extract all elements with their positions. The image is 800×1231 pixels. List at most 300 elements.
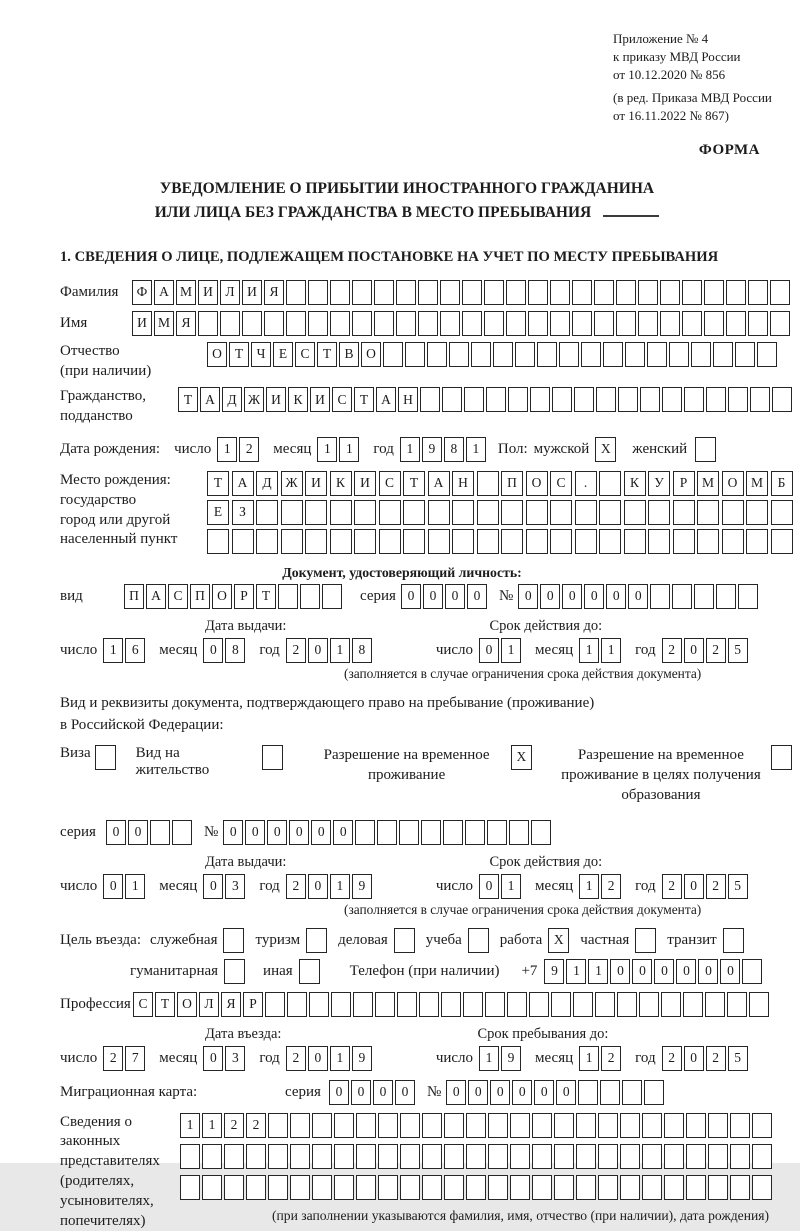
char-cell[interactable] — [530, 387, 550, 412]
char-cell[interactable]: 0 — [512, 1080, 532, 1105]
char-cell[interactable] — [727, 992, 747, 1017]
char-cell[interactable] — [554, 1175, 574, 1200]
char-cell[interactable] — [669, 342, 689, 367]
char-cell[interactable] — [488, 1144, 508, 1169]
char-cell[interactable] — [576, 1144, 596, 1169]
char-cell[interactable] — [716, 584, 736, 609]
char-cell[interactable] — [508, 387, 528, 412]
char-cell[interactable]: С — [550, 471, 572, 496]
char-cell[interactable] — [752, 1175, 772, 1200]
char-cell[interactable] — [706, 387, 726, 412]
char-cell[interactable]: Т — [403, 471, 425, 496]
char-cell[interactable]: 1 — [339, 437, 359, 462]
char-cell[interactable] — [752, 1113, 772, 1138]
char-cell[interactable] — [552, 387, 572, 412]
char-cell[interactable] — [550, 280, 570, 305]
char-cell[interactable] — [202, 1175, 222, 1200]
char-cell[interactable]: О — [177, 992, 197, 1017]
char-cell[interactable]: Я — [176, 311, 196, 336]
char-cell[interactable]: 0 — [445, 584, 465, 609]
char-cell[interactable] — [477, 529, 499, 554]
char-cell[interactable]: М — [697, 471, 719, 496]
char-cell[interactable] — [682, 311, 702, 336]
char-cell[interactable] — [515, 342, 535, 367]
char-cell[interactable] — [672, 584, 692, 609]
char-cell[interactable] — [440, 311, 460, 336]
char-cell[interactable] — [625, 342, 645, 367]
char-cell[interactable] — [510, 1144, 530, 1169]
char-cell[interactable]: 8 — [352, 638, 372, 663]
char-cell[interactable] — [352, 311, 372, 336]
char-cell[interactable] — [403, 500, 425, 525]
char-cell[interactable] — [286, 311, 306, 336]
char-cell[interactable] — [265, 992, 285, 1017]
char-cell[interactable]: 2 — [662, 638, 682, 663]
char-cell[interactable]: О — [207, 342, 227, 367]
char-cell[interactable]: 9 — [501, 1046, 521, 1071]
char-cell[interactable] — [356, 1144, 376, 1169]
char-cell[interactable]: З — [232, 500, 254, 525]
char-cell[interactable]: 0 — [676, 959, 696, 984]
char-cell[interactable]: Н — [398, 387, 418, 412]
char-cell[interactable] — [620, 1175, 640, 1200]
char-cell[interactable] — [673, 529, 695, 554]
char-cell[interactable]: 5 — [728, 638, 748, 663]
char-cell[interactable]: 0 — [610, 959, 630, 984]
char-cell[interactable]: 0 — [632, 959, 652, 984]
char-cell[interactable] — [708, 1175, 728, 1200]
char-cell[interactable]: Р — [243, 992, 263, 1017]
char-cell[interactable] — [334, 1175, 354, 1200]
char-cell[interactable] — [528, 311, 548, 336]
char-cell[interactable] — [660, 311, 680, 336]
char-cell[interactable] — [506, 311, 526, 336]
char-cell[interactable] — [757, 342, 777, 367]
char-cell[interactable] — [312, 1175, 332, 1200]
char-cell[interactable]: 0 — [698, 959, 718, 984]
char-cell[interactable] — [684, 387, 704, 412]
char-cell[interactable] — [644, 1080, 664, 1105]
char-cell[interactable]: И — [242, 280, 262, 305]
char-cell[interactable]: К — [330, 471, 352, 496]
char-cell[interactable] — [642, 1113, 662, 1138]
char-cell[interactable]: 0 — [333, 820, 353, 845]
char-cell[interactable]: 0 — [106, 820, 126, 845]
char-cell[interactable] — [599, 500, 621, 525]
char-cell[interactable] — [400, 1113, 420, 1138]
char-cell[interactable] — [308, 280, 328, 305]
char-cell[interactable] — [748, 280, 768, 305]
char-cell[interactable] — [471, 342, 491, 367]
char-cell[interactable]: Б — [771, 471, 793, 496]
char-cell[interactable]: 0 — [267, 820, 287, 845]
char-cell[interactable]: А — [200, 387, 220, 412]
char-cell[interactable]: Р — [673, 471, 695, 496]
char-cell[interactable]: 0 — [684, 874, 704, 899]
char-cell[interactable] — [752, 1144, 772, 1169]
char-cell[interactable]: 9 — [544, 959, 564, 984]
char-cell[interactable] — [578, 1080, 598, 1105]
char-cell[interactable] — [300, 584, 320, 609]
char-cell[interactable]: О — [361, 342, 381, 367]
char-cell[interactable]: У — [648, 471, 670, 496]
char-cell[interactable]: 2 — [224, 1113, 244, 1138]
char-cell[interactable]: 0 — [401, 584, 421, 609]
char-cell[interactable] — [750, 387, 770, 412]
char-cell[interactable] — [309, 992, 329, 1017]
char-cell[interactable] — [532, 1113, 552, 1138]
char-cell[interactable] — [477, 471, 499, 496]
char-cell[interactable] — [551, 992, 571, 1017]
char-cell[interactable] — [728, 387, 748, 412]
char-cell[interactable]: 1 — [466, 437, 486, 462]
char-cell[interactable]: С — [295, 342, 315, 367]
char-cell[interactable] — [484, 280, 504, 305]
purpose-official-checkbox[interactable] — [223, 928, 244, 953]
char-cell[interactable] — [648, 500, 670, 525]
char-cell[interactable] — [638, 280, 658, 305]
char-cell[interactable] — [172, 820, 192, 845]
char-cell[interactable]: 0 — [684, 1046, 704, 1071]
char-cell[interactable] — [330, 280, 350, 305]
char-cell[interactable] — [682, 280, 702, 305]
char-cell[interactable] — [312, 1113, 332, 1138]
temp-residence-edu-checkbox[interactable] — [771, 745, 792, 770]
char-cell[interactable]: 0 — [684, 638, 704, 663]
char-cell[interactable] — [746, 500, 768, 525]
char-cell[interactable]: 0 — [654, 959, 674, 984]
char-cell[interactable] — [462, 280, 482, 305]
char-cell[interactable]: Ч — [251, 342, 271, 367]
char-cell[interactable]: 1 — [579, 874, 599, 899]
char-cell[interactable] — [572, 280, 592, 305]
char-cell[interactable] — [510, 1113, 530, 1138]
char-cell[interactable] — [647, 342, 667, 367]
char-cell[interactable] — [617, 992, 637, 1017]
char-cell[interactable] — [749, 992, 769, 1017]
char-cell[interactable]: 2 — [662, 1046, 682, 1071]
char-cell[interactable] — [418, 311, 438, 336]
char-cell[interactable] — [463, 992, 483, 1017]
char-cell[interactable]: Е — [273, 342, 293, 367]
char-cell[interactable] — [441, 992, 461, 1017]
char-cell[interactable] — [286, 280, 306, 305]
char-cell[interactable]: Л — [220, 280, 240, 305]
char-cell[interactable] — [537, 342, 557, 367]
char-cell[interactable]: К — [624, 471, 646, 496]
char-cell[interactable] — [378, 1175, 398, 1200]
char-cell[interactable] — [466, 1175, 486, 1200]
char-cell[interactable]: Т — [256, 584, 276, 609]
char-cell[interactable] — [465, 820, 485, 845]
char-cell[interactable] — [501, 529, 523, 554]
char-cell[interactable] — [440, 280, 460, 305]
char-cell[interactable]: 0 — [584, 584, 604, 609]
purpose-private-checkbox[interactable] — [635, 928, 656, 953]
char-cell[interactable] — [444, 1144, 464, 1169]
char-cell[interactable] — [422, 1113, 442, 1138]
char-cell[interactable] — [198, 311, 218, 336]
char-cell[interactable] — [331, 992, 351, 1017]
char-cell[interactable]: А — [376, 387, 396, 412]
char-cell[interactable]: 0 — [308, 874, 328, 899]
char-cell[interactable]: Д — [222, 387, 242, 412]
char-cell[interactable]: 2 — [286, 638, 306, 663]
char-cell[interactable]: Е — [207, 500, 229, 525]
char-cell[interactable] — [573, 992, 593, 1017]
char-cell[interactable] — [594, 311, 614, 336]
char-cell[interactable]: А — [146, 584, 166, 609]
char-cell[interactable] — [704, 280, 724, 305]
char-cell[interactable] — [726, 311, 746, 336]
char-cell[interactable]: 5 — [728, 1046, 748, 1071]
char-cell[interactable] — [452, 529, 474, 554]
char-cell[interactable] — [281, 500, 303, 525]
char-cell[interactable] — [531, 820, 551, 845]
char-cell[interactable]: 0 — [223, 820, 243, 845]
char-cell[interactable]: С — [332, 387, 352, 412]
char-cell[interactable] — [708, 1113, 728, 1138]
char-cell[interactable] — [396, 311, 416, 336]
char-cell[interactable] — [622, 1080, 642, 1105]
char-cell[interactable] — [730, 1175, 750, 1200]
char-cell[interactable] — [510, 1175, 530, 1200]
char-cell[interactable] — [660, 280, 680, 305]
char-cell[interactable] — [603, 342, 623, 367]
char-cell[interactable] — [462, 311, 482, 336]
char-cell[interactable]: 1 — [330, 638, 350, 663]
char-cell[interactable] — [428, 529, 450, 554]
char-cell[interactable] — [421, 820, 441, 845]
char-cell[interactable] — [576, 1175, 596, 1200]
char-cell[interactable]: 0 — [446, 1080, 466, 1105]
char-cell[interactable]: 0 — [540, 584, 560, 609]
char-cell[interactable] — [422, 1175, 442, 1200]
char-cell[interactable]: 0 — [245, 820, 265, 845]
char-cell[interactable] — [418, 280, 438, 305]
char-cell[interactable] — [378, 1144, 398, 1169]
char-cell[interactable] — [374, 280, 394, 305]
char-cell[interactable] — [449, 342, 469, 367]
char-cell[interactable] — [526, 500, 548, 525]
char-cell[interactable] — [550, 500, 572, 525]
purpose-study-checkbox[interactable] — [468, 928, 489, 953]
char-cell[interactable] — [379, 500, 401, 525]
char-cell[interactable] — [664, 1144, 684, 1169]
char-cell[interactable]: 6 — [125, 638, 145, 663]
char-cell[interactable] — [290, 1113, 310, 1138]
char-cell[interactable] — [501, 500, 523, 525]
char-cell[interactable] — [624, 529, 646, 554]
char-cell[interactable] — [594, 280, 614, 305]
char-cell[interactable]: 3 — [225, 1046, 245, 1071]
char-cell[interactable]: 1 — [566, 959, 586, 984]
char-cell[interactable]: 2 — [286, 874, 306, 899]
char-cell[interactable] — [422, 1144, 442, 1169]
char-cell[interactable] — [224, 1144, 244, 1169]
char-cell[interactable] — [330, 500, 352, 525]
char-cell[interactable] — [599, 529, 621, 554]
purpose-business-checkbox[interactable] — [394, 928, 415, 953]
char-cell[interactable] — [354, 500, 376, 525]
char-cell[interactable]: 5 — [728, 874, 748, 899]
char-cell[interactable] — [400, 1175, 420, 1200]
char-cell[interactable]: 0 — [128, 820, 148, 845]
char-cell[interactable] — [399, 820, 419, 845]
purpose-work-checkbox[interactable]: X — [548, 928, 569, 953]
char-cell[interactable] — [379, 529, 401, 554]
char-cell[interactable] — [268, 1113, 288, 1138]
char-cell[interactable] — [599, 471, 621, 496]
char-cell[interactable] — [443, 820, 463, 845]
char-cell[interactable]: 1 — [103, 638, 123, 663]
char-cell[interactable]: 2 — [706, 1046, 726, 1071]
char-cell[interactable] — [697, 529, 719, 554]
char-cell[interactable] — [598, 1175, 618, 1200]
char-cell[interactable]: 0 — [534, 1080, 554, 1105]
char-cell[interactable] — [550, 311, 570, 336]
char-cell[interactable] — [375, 992, 395, 1017]
char-cell[interactable] — [487, 820, 507, 845]
char-cell[interactable] — [312, 1144, 332, 1169]
char-cell[interactable] — [704, 311, 724, 336]
char-cell[interactable]: Ф — [132, 280, 152, 305]
char-cell[interactable] — [507, 992, 527, 1017]
char-cell[interactable]: 0 — [308, 638, 328, 663]
char-cell[interactable] — [419, 992, 439, 1017]
char-cell[interactable]: П — [190, 584, 210, 609]
char-cell[interactable] — [352, 280, 372, 305]
char-cell[interactable]: 2 — [706, 874, 726, 899]
char-cell[interactable]: С — [168, 584, 188, 609]
char-cell[interactable]: 0 — [203, 638, 223, 663]
char-cell[interactable]: 0 — [103, 874, 123, 899]
char-cell[interactable]: 2 — [239, 437, 259, 462]
char-cell[interactable] — [673, 500, 695, 525]
char-cell[interactable]: 0 — [720, 959, 740, 984]
char-cell[interactable] — [220, 311, 240, 336]
char-cell[interactable] — [287, 992, 307, 1017]
char-cell[interactable] — [444, 1175, 464, 1200]
char-cell[interactable]: 2 — [246, 1113, 266, 1138]
char-cell[interactable] — [428, 500, 450, 525]
char-cell[interactable] — [532, 1175, 552, 1200]
char-cell[interactable] — [746, 529, 768, 554]
char-cell[interactable] — [748, 311, 768, 336]
char-cell[interactable]: Д — [256, 471, 278, 496]
char-cell[interactable]: 0 — [373, 1080, 393, 1105]
char-cell[interactable] — [550, 529, 572, 554]
char-cell[interactable] — [485, 992, 505, 1017]
char-cell[interactable]: 0 — [518, 584, 538, 609]
sex-female-checkbox[interactable] — [695, 437, 716, 462]
char-cell[interactable] — [770, 311, 790, 336]
char-cell[interactable] — [686, 1175, 706, 1200]
char-cell[interactable] — [180, 1175, 200, 1200]
char-cell[interactable] — [738, 584, 758, 609]
char-cell[interactable]: 1 — [479, 1046, 499, 1071]
char-cell[interactable] — [378, 1113, 398, 1138]
char-cell[interactable]: А — [232, 471, 254, 496]
char-cell[interactable]: 0 — [203, 1046, 223, 1071]
char-cell[interactable]: 9 — [422, 437, 442, 462]
char-cell[interactable] — [595, 992, 615, 1017]
char-cell[interactable]: 1 — [217, 437, 237, 462]
char-cell[interactable] — [383, 342, 403, 367]
char-cell[interactable]: Н — [452, 471, 474, 496]
char-cell[interactable] — [427, 342, 447, 367]
char-cell[interactable] — [624, 500, 646, 525]
char-cell[interactable] — [532, 1144, 552, 1169]
char-cell[interactable] — [242, 311, 262, 336]
char-cell[interactable] — [650, 584, 670, 609]
char-cell[interactable]: В — [339, 342, 359, 367]
char-cell[interactable]: 1 — [180, 1113, 200, 1138]
char-cell[interactable]: 0 — [351, 1080, 371, 1105]
char-cell[interactable]: О — [212, 584, 232, 609]
char-cell[interactable] — [488, 1113, 508, 1138]
char-cell[interactable] — [694, 584, 714, 609]
char-cell[interactable]: 1 — [400, 437, 420, 462]
char-cell[interactable] — [642, 1144, 662, 1169]
char-cell[interactable] — [268, 1144, 288, 1169]
char-cell[interactable] — [466, 1144, 486, 1169]
char-cell[interactable] — [356, 1175, 376, 1200]
char-cell[interactable] — [742, 959, 762, 984]
char-cell[interactable] — [452, 500, 474, 525]
char-cell[interactable]: Т — [178, 387, 198, 412]
char-cell[interactable]: 8 — [444, 437, 464, 462]
char-cell[interactable] — [281, 529, 303, 554]
char-cell[interactable]: 1 — [579, 638, 599, 663]
char-cell[interactable] — [616, 311, 636, 336]
char-cell[interactable] — [477, 500, 499, 525]
char-cell[interactable]: И — [132, 311, 152, 336]
char-cell[interactable] — [686, 1144, 706, 1169]
char-cell[interactable] — [686, 1113, 706, 1138]
purpose-other-checkbox[interactable] — [299, 959, 320, 984]
char-cell[interactable]: О — [722, 471, 744, 496]
char-cell[interactable]: Т — [207, 471, 229, 496]
char-cell[interactable]: Т — [155, 992, 175, 1017]
char-cell[interactable] — [528, 280, 548, 305]
char-cell[interactable] — [493, 342, 513, 367]
char-cell[interactable] — [330, 311, 350, 336]
char-cell[interactable]: И — [198, 280, 218, 305]
char-cell[interactable] — [256, 529, 278, 554]
char-cell[interactable] — [640, 387, 660, 412]
char-cell[interactable] — [396, 280, 416, 305]
char-cell[interactable] — [529, 992, 549, 1017]
char-cell[interactable] — [322, 584, 342, 609]
char-cell[interactable]: 2 — [706, 638, 726, 663]
char-cell[interactable] — [664, 1175, 684, 1200]
char-cell[interactable] — [620, 1144, 640, 1169]
char-cell[interactable] — [405, 342, 425, 367]
char-cell[interactable] — [420, 387, 440, 412]
char-cell[interactable] — [150, 820, 170, 845]
char-cell[interactable] — [662, 387, 682, 412]
char-cell[interactable]: 0 — [395, 1080, 415, 1105]
char-cell[interactable] — [598, 1113, 618, 1138]
char-cell[interactable] — [180, 1144, 200, 1169]
char-cell[interactable] — [268, 1175, 288, 1200]
char-cell[interactable] — [374, 311, 394, 336]
purpose-tourism-checkbox[interactable] — [306, 928, 327, 953]
char-cell[interactable]: М — [154, 311, 174, 336]
char-cell[interactable]: П — [501, 471, 523, 496]
char-cell[interactable] — [642, 1175, 662, 1200]
